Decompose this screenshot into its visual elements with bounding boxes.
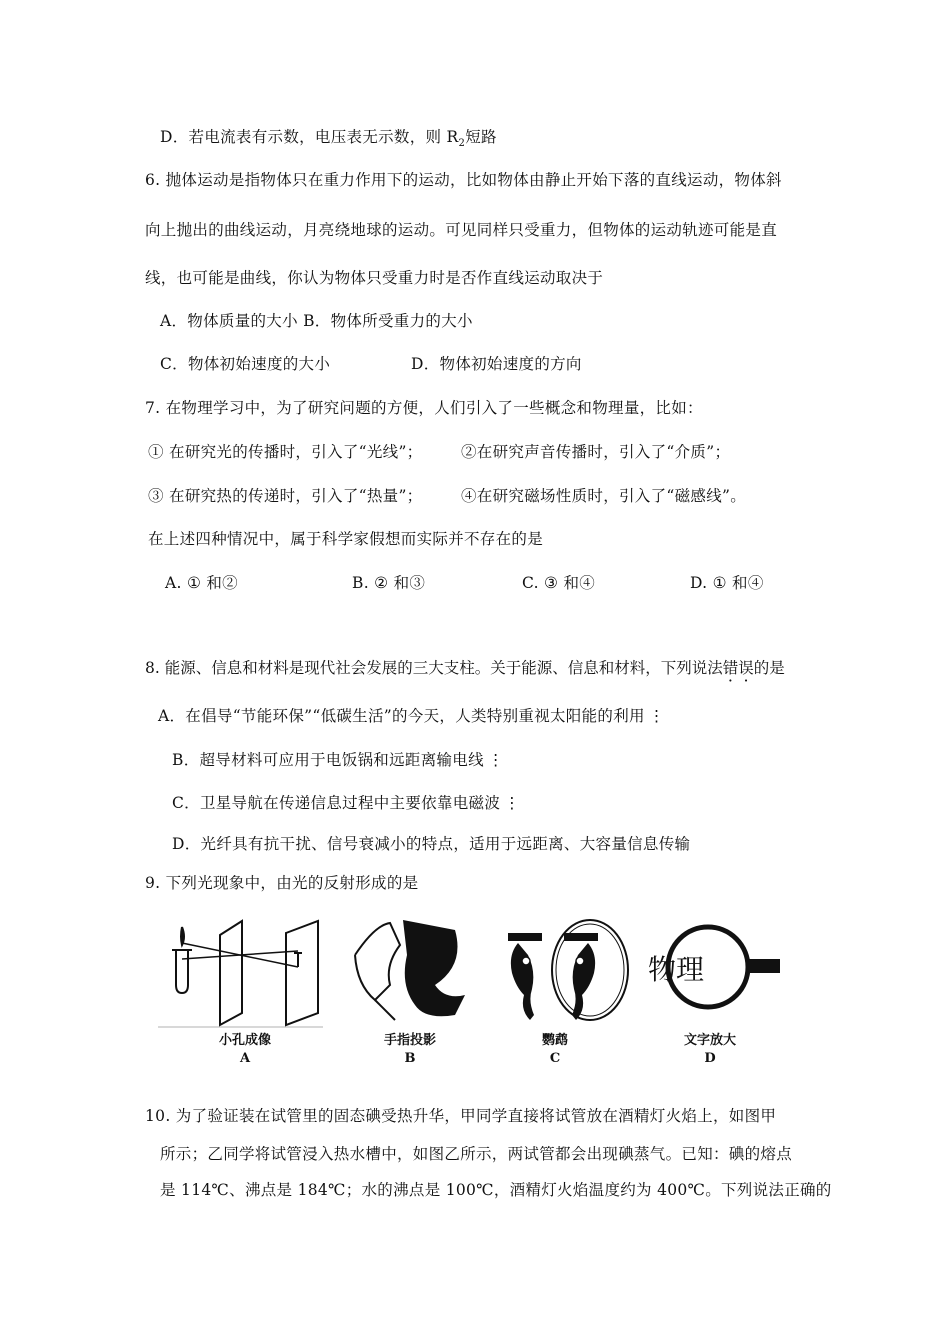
q7-option-a: A. ① 和② xyxy=(165,574,238,592)
figure-b-caption: 手指投影 xyxy=(383,1033,436,1048)
q8-option-b xyxy=(172,750,504,770)
q7-question: 在上述四种情况中，属于科学家假想而实际并不存在的是 xyxy=(148,530,544,548)
q8-option-d: D．光纤具有抗干扰、信号衰减小的特点，适用于远距离、大容量信息传输 xyxy=(172,835,691,853)
q6-option-ab: A．物体质量的大小 B．物体所受重力的大小 xyxy=(160,312,473,330)
q5-option-d xyxy=(160,127,497,154)
magnifier-text-figure xyxy=(640,915,790,1030)
q5-option-d-text: D．若电流表有示数，电压表无示数，则 R xyxy=(160,128,459,146)
q8-stem xyxy=(145,658,785,678)
figure-c-caption: 鹦鹉 xyxy=(541,1033,568,1048)
q10-stem-line-3: 是 114℃、沸点是 184℃；水的沸点是 100℃，酒精灯火焰温度约为 400℃。下列说法正确的 xyxy=(160,1181,832,1199)
q8-separator: ⋮ xyxy=(504,794,520,812)
subscript-2: 2 xyxy=(458,138,466,150)
q10-stem-line-2: 所示；乙同学将试管浸入热水槽中，如图乙所示，两试管都会出现碘蒸气。已知：碘的熔点 xyxy=(160,1145,793,1163)
figure-c-letter: C xyxy=(549,1051,561,1066)
figure-d-caption: 文字放大 xyxy=(683,1033,736,1048)
q9-stem: 9. 下列光现象中，由光的反射形成的是 xyxy=(145,874,419,892)
q7-option-b: B. ② 和③ xyxy=(352,574,426,592)
q8-stem-pre: 8. 能源、信息和材料是现代社会发展的三大支柱。关于能源、信息和材料，下列说法 xyxy=(145,659,723,677)
q6-option-d: D．物体初始速度的方向 xyxy=(411,355,582,373)
figure-a-caption: 小孔成像 xyxy=(218,1033,271,1048)
q8-option-c-text: C．卫星导航在传递信息过程中主要依靠电磁波 xyxy=(172,794,501,812)
q8-separator: ⋮ xyxy=(487,751,504,769)
q6-stem-line-1: 6. 抛体运动是指物体只在重力作用下的运动，比如物体由静止开始下落的直线运动，物体斜 xyxy=(145,171,782,189)
q7-item-1: ① 在研究光的传播时，引入了“光线”； xyxy=(148,443,423,461)
figure-a-letter: A xyxy=(239,1051,251,1066)
q7-item-2: ②在研究声音传播时，引入了“介质”； xyxy=(461,443,731,461)
q6-stem-line-2: 向上抛出的曲线运动，月亮绕地球的运动。可见同样只受重力，但物体的运动轨迹可能是直 xyxy=(145,221,778,239)
q7-option-c: C. ③ 和④ xyxy=(522,574,596,592)
q5-option-d-tail: 短路 xyxy=(465,128,497,146)
q6-option-c: C．物体初始速度的大小 xyxy=(160,355,331,373)
q7-item-4: ④在研究磁场性质时，引入了“磁感线”。 xyxy=(461,487,747,505)
q8-separator: ⋮ xyxy=(648,707,665,725)
q7-stem: 7. 在物理学习中，为了研究问题的方便，人们引入了一些概念和物理量，比如： xyxy=(145,399,703,417)
q8-option-a xyxy=(158,706,665,726)
q7-option-d: D. ① 和④ xyxy=(690,574,764,592)
pinhole-imaging-figure xyxy=(158,915,328,1030)
parrot-mirror-figure xyxy=(490,915,640,1030)
figure-b-letter: B xyxy=(404,1051,416,1066)
q8-option-a-text: A．在倡导“节能环保”“低碳生活”的今天，人类特别重视太阳能的利用 xyxy=(158,707,645,725)
q8-emphasis-wu: 误 xyxy=(738,659,754,677)
figure-d-letter: D xyxy=(704,1051,716,1066)
q7-item-3: ③ 在研究热的传递时，引入了“热量”； xyxy=(148,487,423,505)
magnified-text: 物理 xyxy=(648,953,705,986)
q8-stem-post: 的是 xyxy=(753,659,785,677)
finger-shadow-figure xyxy=(345,915,475,1030)
q8-option-c xyxy=(172,793,520,813)
q6-stem-line-3: 线，也可能是曲线，你认为物体只受重力时是否作直线运动取决于 xyxy=(145,269,604,287)
q8-option-b-text: B．超导材料可应用于电饭锅和远距离输电线 xyxy=(172,751,484,769)
q10-stem-line-1: 10. 为了验证装在试管里的固态碘受热升华，甲同学直接将试管放在酒精灯火焰上，如图甲 xyxy=(145,1107,777,1125)
q8-emphasis-cuo: 错 xyxy=(722,659,739,677)
